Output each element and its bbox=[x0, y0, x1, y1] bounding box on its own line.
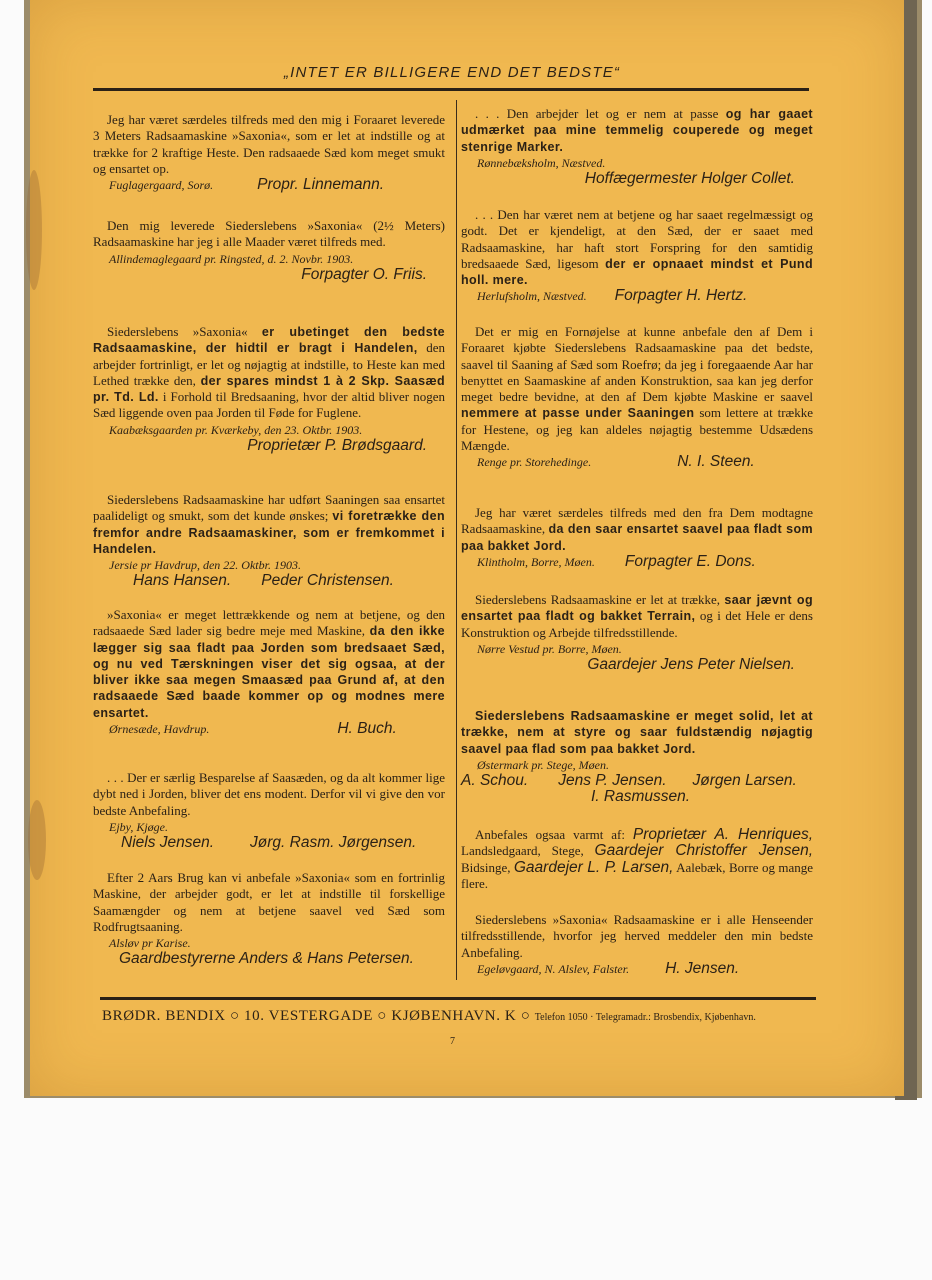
testimonial-place: Klintholm, Borre, Møen. bbox=[477, 554, 595, 569]
footer-address bbox=[102, 1008, 818, 1025]
testimonial-place: Kaabæksgaarden pr. Kværkeby, den 23. Oktbr. 1903. bbox=[109, 422, 363, 437]
testimonial-signature: Jens P. Jensen. bbox=[558, 772, 667, 790]
testimonial-place: Egeløvgaard, N. Alslev, Falster. bbox=[477, 961, 630, 976]
testimonial-brodsgaard bbox=[93, 324, 445, 454]
testimonial-place: Rønnebæksholm, Næstved. bbox=[477, 155, 606, 170]
testimonial-signature: H. Buch. bbox=[337, 720, 397, 738]
column-divider bbox=[456, 100, 457, 980]
testimonial-linnemann bbox=[93, 112, 445, 193]
header-rule bbox=[93, 88, 809, 91]
testimonial-collet bbox=[461, 106, 813, 187]
testimonial-text: Jeg har været særdeles tilfreds med den mig i Foraaret leverede 3 Meters Radsaamaskine »Saxonia«, som er let at indstille og at trække for 2 kraftige Heste. Den radsaaede Sæd kom meget smukt og ensartet op. bbox=[93, 112, 445, 176]
testimonial-signature: Forpagter O. Friis. bbox=[301, 265, 427, 283]
testimonial-text: . . . Der er særlig Besparelse af Saasæden, og da alt kommer lige dybt ned i Jorden, bliver det ens modent. Derfor vil vi give den vor bedste Anbefaling. bbox=[93, 770, 445, 818]
testimonial-signature: A. Schou. bbox=[461, 772, 529, 790]
testimonial-text: . . . Den har været nem at betjene og har saaet regelmæssigt og godt. Det er kjendeligt, at den Sæd, der er saaet med Radsaamaskine, har haft stort Forspring for den samtidig bredsaaede Sæd, ligesom der er opnaaet mindst et Pund holl. mere. bbox=[461, 207, 813, 288]
testimonial-nielsen bbox=[461, 592, 813, 673]
stain-mark bbox=[28, 800, 46, 880]
testimonial-signature: Niels Jensen. bbox=[121, 834, 215, 852]
testimonial-place: Jersie pr Havdrup, den 22. Oktbr. 1903. bbox=[109, 558, 301, 573]
testimonial-text: Jeg har været særdeles tilfreds med den fra Dem modtagne Radsaamaskine, da den saar ensartet saavel paa fladt som paa bakket Jord. bbox=[461, 505, 813, 553]
testimonial-signature: Jørg. Rasm. Jørgensen. bbox=[250, 834, 417, 852]
testimonial-text: Det er mig en Fornøjelse at kunne anbefale den af Dem i Foraaret kjøbte Siederslebens Radsaamaskine paa det bedste, saavel til Saaning af Sæd som Roefrø; da jeg i foregaaende Aar har benyttet en Saamaskine af anden Konstruktion, saa kan jeg derfor meget bedre bevidne, at den af Dem kjøbte Maskine er saavel nemmere at passe under Saaningen som lettere at trække for Hestene, og jeg kan aldeles nøjagtig bestemme Udsædens Mængde. bbox=[461, 324, 813, 454]
testimonial-text: Siederslebens Radsaamaskine er meget solid, let at trække, nem at styre og saar fuldstændig nøjagtig saavel paa flad som paa bakket Jord. bbox=[461, 709, 813, 756]
testimonial-recommendations bbox=[461, 827, 813, 892]
testimonial-hertz bbox=[461, 207, 813, 305]
testimonial-signature: Gaardejer Jens Peter Nielsen. bbox=[587, 656, 795, 674]
testimonial-schou-group bbox=[461, 708, 813, 806]
testimonial-signature: Forpagter H. Hertz. bbox=[614, 287, 748, 305]
testimonial-h-jensen bbox=[461, 912, 813, 977]
testimonial-text: Anbefales ogsaa varmt af: Proprietær A. Henriques, Landsledgaard, Stege, Gaardejer Christoffer Jensen, Bidsinge, Gaardejer L. P. Larsen, Aalebæk, Borre og mange flere. bbox=[461, 826, 813, 891]
testimonial-signature: H. Jensen. bbox=[665, 959, 740, 977]
testimonial-dons bbox=[461, 505, 813, 570]
testimonial-signature: Proprietær P. Brødsgaard. bbox=[247, 437, 427, 455]
testimonial-signature: Peder Christensen. bbox=[261, 572, 394, 590]
testimonial-place: Nørre Vestud pr. Borre, Møen. bbox=[477, 641, 622, 656]
testimonial-signature: Jørgen Larsen. bbox=[692, 772, 797, 790]
testimonial-place: Ørnesæde, Havdrup. bbox=[109, 722, 210, 737]
page-number: 7 bbox=[450, 1036, 455, 1047]
testimonial-signature: Propr. Linnemann. bbox=[257, 176, 385, 194]
testimonial-place: Østermark pr. Stege, Møen. bbox=[477, 757, 609, 772]
page-header: „INTET ER BILLIGERE END DET BEDSTE“ bbox=[283, 64, 621, 81]
footer-contact: Telefon 1050 · Telegramadr.: Brosbendix, Kjøbenhavn. bbox=[534, 1012, 756, 1023]
testimonial-place: Ejby, Kjøge. bbox=[109, 819, 168, 834]
testimonial-text: »Saxonia« er meget lettrækkende og nem at betjene, og den radsaaede Sæd lader sig bedre meje med Maskine, da den ikke lægger sig saa fladt paa Jorden som bredsaaet Sæd, og nu ved Tærskningen viser det sig ogsaa, at der bliver ikke saa megen Smaasæd paa Grund af, at den radsaaede Sæd baade kommer op og modnes mere ensartet. bbox=[93, 607, 445, 720]
footer-rule bbox=[100, 997, 816, 1000]
testimonial-text: Siederslebens Radsaamaskine har udført Saaningen saa ensartet paalideligt og smukt, som det kunde ønskes; vi foretrække den fremfor andre Radsaamaskiner, som er fremkommet i Handelen. bbox=[93, 492, 445, 556]
testimonial-text: Siederslebens »Saxonia« Radsaamaskine er i alle Henseender tilfredsstillende, hvorfor jeg herved meddeler den min bedste Anbefaling. bbox=[461, 912, 813, 960]
testimonial-buch bbox=[93, 607, 445, 737]
testimonial-signature: Hans Hansen. bbox=[133, 572, 232, 590]
testimonial-text: Siederslebens Radsaamaskine er let at trække, saar jævnt og ensartet paa fladt og bakket Terrain, og i det Hele er dens Konstruktion og Arbejde tilfredsstillende. bbox=[461, 592, 813, 640]
testimonial-signature: Gaardbestyrerne Anders & Hans Petersen. bbox=[119, 950, 414, 968]
testimonial-place: Renge pr. Storehedinge. bbox=[477, 455, 592, 470]
testimonial-hansen-christensen bbox=[93, 492, 445, 590]
testimonial-text: Efter 2 Aars Brug kan vi anbefale »Saxonia« som en fortrinlig Maskine, der arbejder godt, er let at indstille til forskellige Saamængder og nem at betjene saavel ved Sæd som Rodfrugtsaaning. bbox=[93, 870, 445, 934]
testimonial-text: Den mig leverede Siederslebens »Saxonia« (2½ Meters) Radsaamaskine har jeg i alle Maader været tilfreds med. bbox=[93, 218, 445, 250]
testimonial-place: Herlufsholm, Næstved. bbox=[477, 289, 587, 304]
testimonial-place: Allindemaglegaard pr. Ringsted, d. 2. Novbr. 1903. bbox=[109, 251, 354, 266]
testimonial-place: Alsløv pr Karise. bbox=[109, 936, 191, 951]
testimonial-signature: I. Rasmussen. bbox=[591, 788, 691, 806]
testimonial-signature: N. I. Steen. bbox=[677, 453, 755, 471]
testimonial-text: Siederslebens »Saxonia« er ubetinget den bedste Radsaamaskine, der hidtil er bragt i Handelen, den arbejder fortrinligt, er let og nøjagtig at indstille, to Heste kan med Lethed trække den, der spares mindst 1 à 2 Skp. Saasæd pr. Td. Ld. i Forhold til Bredsaaning, hvor der altid bliver nogen Sæd liggende oven paa Jorden til Føde for Fuglene. bbox=[93, 324, 445, 421]
testimonial-signature: Forpagter E. Dons. bbox=[624, 552, 756, 570]
testimonial-petersen bbox=[93, 870, 445, 968]
footer-company: BRØDR. BENDIX ○ 10. VESTERGADE ○ KJØBENHAVN. K ○ bbox=[102, 1008, 531, 1024]
stain-mark bbox=[26, 170, 42, 290]
testimonial-jensen-jorgensen bbox=[93, 770, 445, 851]
testimonial-steen bbox=[461, 324, 813, 471]
testimonial-text: . . . Den arbejder let og er nem at passe og har gaaet udmærket paa mine temmelig couperede og meget stenrige Marker. bbox=[461, 106, 813, 154]
testimonial-signature: Hoffægermester Holger Collet. bbox=[584, 170, 795, 188]
testimonial-place: Fuglagergaard, Sorø. bbox=[109, 178, 214, 193]
testimonial-friis bbox=[93, 218, 445, 283]
